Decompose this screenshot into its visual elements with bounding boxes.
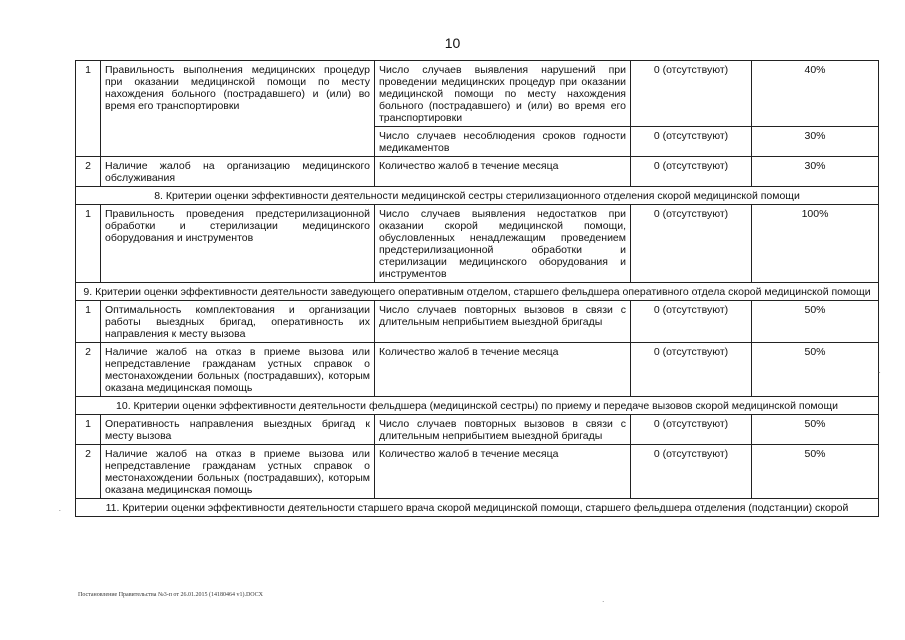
- indicator-cell: Число случаев выявления нарушений при проведении медицинских процедур при оказании медицинской помощи по месту нахождения больного (пострадавшего) и (или) во время его транспортировки: [375, 61, 631, 127]
- footer-document-id: Постановление Правительства №3-п от 26.01.2015 (14180464 v1).DOCX: [78, 592, 263, 598]
- weight-cell: 30%: [752, 157, 879, 187]
- criterion-cell: Правильность проведения предстерилизационной обработки и стерилизации медицинского оборудования и инструментов: [101, 205, 375, 283]
- criteria-row: [76, 205, 879, 283]
- norm-cell: 0 (отсутствуют): [631, 343, 752, 397]
- row-number: 1: [76, 415, 101, 445]
- weight-cell: 100%: [752, 205, 879, 283]
- norm-cell: 0 (отсутствуют): [631, 415, 752, 445]
- page-number: 10: [444, 35, 461, 51]
- scan-mark: ·: [602, 598, 605, 606]
- norm-cell: 0 (отсутствуют): [631, 157, 752, 187]
- criteria-row: [76, 61, 879, 127]
- criteria-row: [76, 415, 879, 445]
- row-number: 1: [76, 61, 101, 157]
- weight-cell: 40%: [752, 61, 879, 127]
- scan-mark: -: [878, 368, 881, 376]
- section-header-row: [76, 397, 879, 415]
- criteria-row: [76, 343, 879, 397]
- weight-cell: 50%: [752, 445, 879, 499]
- scan-mark: .: [59, 505, 61, 513]
- row-number: 2: [76, 445, 101, 499]
- indicator-cell: Число случаев несоблюдения сроков годности медикаментов: [375, 127, 631, 157]
- norm-cell: 0 (отсутствуют): [631, 205, 752, 283]
- row-number: 2: [76, 157, 101, 187]
- indicator-cell: Число случаев выявления недостатков при оказании скорой медицинской помощи, обусловленных ненадлежащим проведением предстерилизационной обработки и стерилизации медицинского оборудования и инструментов: [375, 205, 631, 283]
- row-number: 1: [76, 301, 101, 343]
- section-title: 11. Критерии оценки эффективности деятельности старшего врача скорой медицинской помощи, старшего фельдшера отделения (подстанции) скорой: [76, 499, 879, 517]
- weight-cell: 50%: [752, 415, 879, 445]
- section-header-row: [76, 187, 879, 205]
- weight-cell: 30%: [752, 127, 879, 157]
- section-title: 9. Критерии оценки эффективности деятельности заведующего оперативным отделом, старшего фельдшера оперативного отдела скорой медицинской помощи: [76, 283, 879, 301]
- criterion-cell: Оптимальность комплектования и организации работы выездных бригад, оперативность их направления к месту вызова: [101, 301, 375, 343]
- weight-cell: 50%: [752, 301, 879, 343]
- section-header-row: [76, 283, 879, 301]
- norm-cell: 0 (отсутствуют): [631, 127, 752, 157]
- criterion-cell: Наличие жалоб на отказ в приеме вызова или непредставление гражданам устных справок о местонахождении больных (пострадавших), которым оказана медицинская помощь: [101, 343, 375, 397]
- indicator-cell: Количество жалоб в течение месяца: [375, 157, 631, 187]
- row-number: 1: [76, 205, 101, 283]
- indicator-cell: Количество жалоб в течение месяца: [375, 445, 631, 499]
- indicator-cell: Число случаев повторных вызовов в связи с длительным неприбытием выездной бригады: [375, 415, 631, 445]
- norm-cell: 0 (отсутствуют): [631, 445, 752, 499]
- criterion-cell: Наличие жалоб на отказ в приеме вызова или непредставление гражданам устных справок о местонахождении больных (пострадавших), которым оказана медицинская помощь: [101, 445, 375, 499]
- criteria-row: [76, 157, 879, 187]
- indicator-cell: Количество жалоб в течение месяца: [375, 343, 631, 397]
- criterion-cell: Оперативность направления выездных бригад к месту вызова: [101, 415, 375, 445]
- criterion-cell: Правильность выполнения медицинских процедур при оказании медицинской помощи по месту нахождения больного (пострадавшего) и (или) во время его транспортировки: [101, 61, 375, 157]
- criteria-row: [76, 445, 879, 499]
- criterion-cell: Наличие жалоб на организацию медицинского обслуживания: [101, 157, 375, 187]
- criteria-row: [76, 301, 879, 343]
- norm-cell: 0 (отсутствуют): [631, 61, 752, 127]
- section-title: 8. Критерии оценки эффективности деятельности медицинской сестры стерилизационного отделения скорой медицинской помощи: [76, 187, 879, 205]
- section-header-row: [76, 499, 879, 517]
- row-number: 2: [76, 343, 101, 397]
- weight-cell: 50%: [752, 343, 879, 397]
- indicator-cell: Число случаев повторных вызовов в связи с длительным неприбытием выездной бригады: [375, 301, 631, 343]
- section-title: 10. Критерии оценки эффективности деятельности фельдшера (медицинской сестры) по приему и передаче вызовов скорой медицинской помощи: [76, 397, 879, 415]
- norm-cell: 0 (отсутствуют): [631, 301, 752, 343]
- criteria-table: [75, 60, 879, 517]
